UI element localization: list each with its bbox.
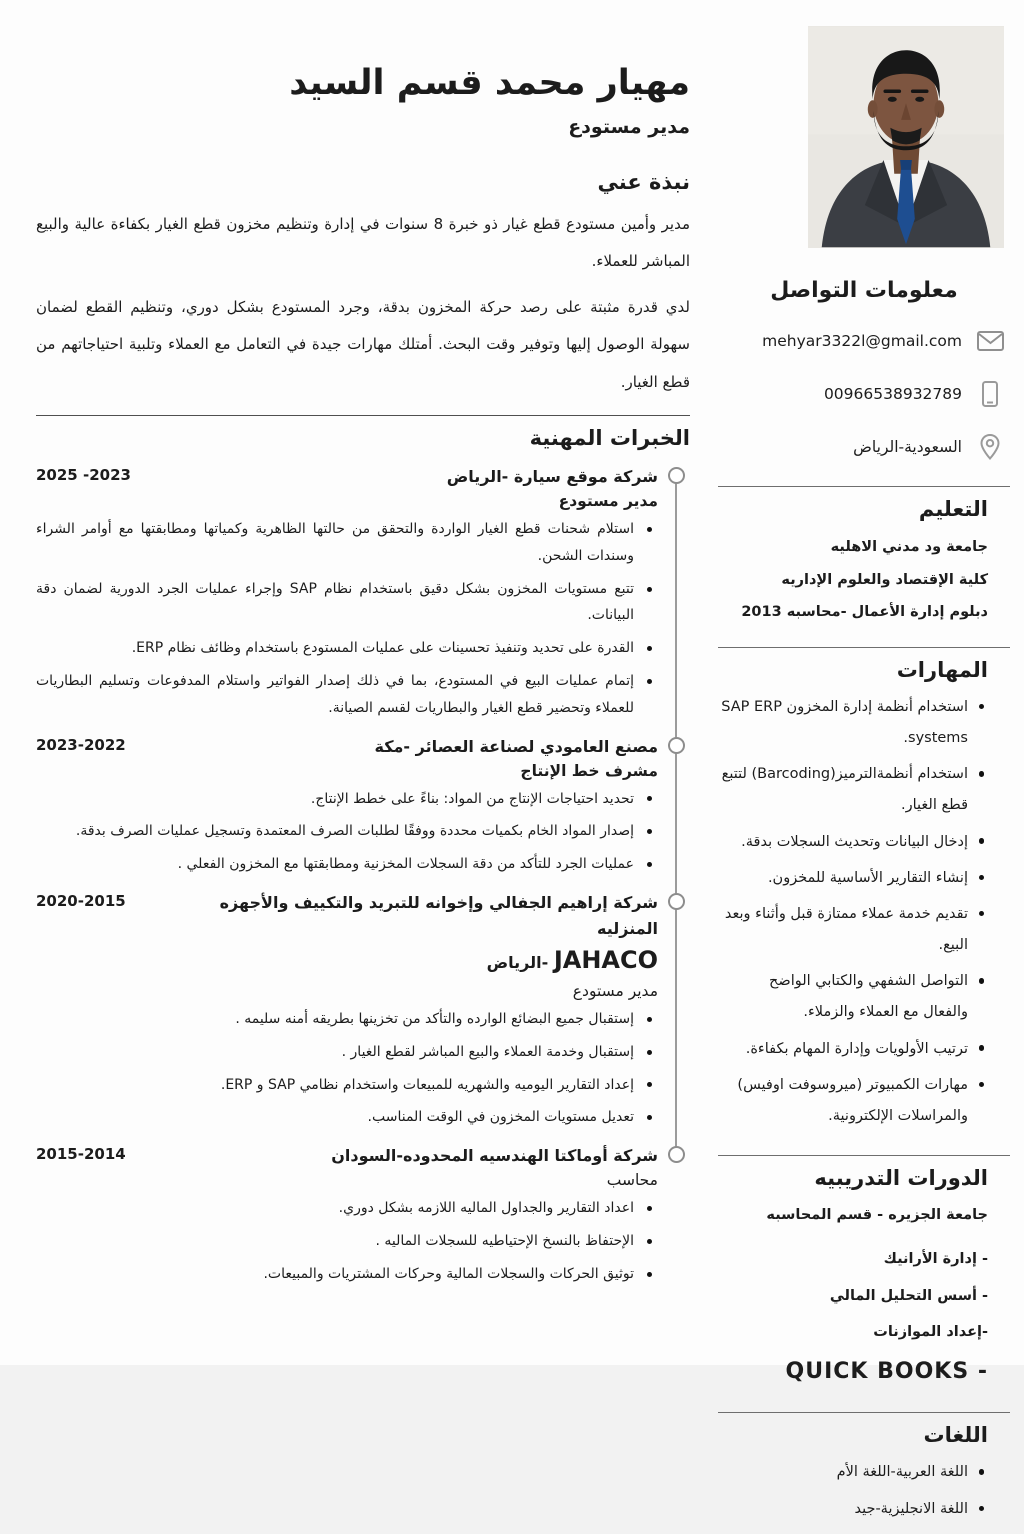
language-item: اللغة العربية-اللغة الأم (720, 1457, 988, 1488)
job-duty-item: عمليات الجرد للتأكد من دقة السجلات المخزنية ومطابقتها مع المخزون الفعلي . (36, 851, 658, 878)
job-duty-item: إصدار المواد الخام بكميات محددة ووفقًا لطلبات الصرف المعتمدة وتسجيل عمليات الصرف بدقة. (36, 818, 658, 845)
job-header (36, 734, 658, 760)
skill-item: مهارات الكمبيوتر (ميروسوفت اوفيس) والمراسلات الإلكترونية. (720, 1070, 988, 1132)
job-header (36, 1143, 658, 1169)
education-faculty: كلية الإقتصاد والعلوم الإداريه (781, 571, 988, 588)
company-name-line: شركة موقع سيارة -الرياض (446, 467, 658, 487)
person-name: مهيار محمد قسم السيد (289, 63, 690, 103)
language-item: اللغة الانجليزية-جيد (720, 1494, 988, 1525)
job-duty-item: استلام شحنات قطع الغيار الواردة والتحقق من حالتها الظاهرية وكمياتها ومطابقتها مع أوامر الشراء وسندات الشحن. (36, 516, 658, 570)
company-name-line: شركة إراهيم الجفالي وإخوانه للتبريد والتكييف والأجهزه المنزليه (219, 893, 658, 938)
courses-institute: جامعة الجزيره - قسم المحاسبه (766, 1207, 988, 1224)
skill-item: إنشاء التقارير الأساسية للمخزون. (720, 863, 988, 894)
job-dates: 2015-2014 (36, 1145, 126, 1164)
contact-phone-row (718, 380, 1010, 408)
skill-item: استخدام أنظمةالترميز(Barcoding) لتتبع قطع الغيار. (720, 759, 988, 821)
contact-location-row (718, 433, 1010, 461)
experience-entry (36, 890, 658, 1131)
course-item: - إدارة الأرانيك (883, 1250, 988, 1267)
job-duties-list (36, 1195, 658, 1288)
portrait-illustration (808, 26, 1004, 248)
job-role: مدير مستودع (572, 981, 658, 1000)
experience-entry (36, 1143, 658, 1287)
experience-timeline (36, 464, 690, 1287)
job-duty-item: توثيق الحركات والسجلات المالية وحركات المشتريات والمبيعات. (36, 1261, 658, 1288)
envelope-icon (976, 327, 1004, 355)
languages-heading: اللغات (923, 1423, 988, 1448)
experience-entry (36, 464, 658, 722)
job-duty-item: تتبع مستويات المخزون بشكل دقيق باستخدام نظام SAP وإجراء عمليات الجرد الدورية لضمان دقة البيانات. (36, 576, 658, 630)
languages-section (718, 1412, 1010, 1533)
job-dates: 2025 -2023 (36, 466, 131, 485)
company-name (154, 734, 658, 760)
job-header (36, 890, 658, 980)
job-duty-item: الإحتفاظ بالنسخ الإحتياطيه للسجلات الماليه . (36, 1228, 658, 1255)
job-dates: 2023-2022 (36, 735, 126, 754)
contact-heading: معلومات التواصل (770, 278, 958, 303)
job-dates: 2020-2015 (36, 892, 126, 911)
about-heading: نبذة عني (597, 169, 690, 194)
company-name (154, 1143, 658, 1169)
company-name (154, 890, 658, 980)
education-degree: دبلوم إدارة الأعمال -محاسبه 2013 (741, 604, 988, 621)
courses-section (718, 1155, 1010, 1398)
education-university: جامعة ود مدني الاهليه (830, 539, 988, 555)
about-paragraph: لدي قدرة مثبتة على رصد حركة المخزون بدقة، وجرد المستودع بشكل دوري، وتنظيم القطع لضمان سهولة الوصول إليها وتوفير وقت البحث. أمتلك مهارات جيدة في التعامل مع العملاء وتلبية احتياجاتهم من قطع الغيار. (36, 297, 690, 391)
job-duties-list (36, 1006, 658, 1132)
company-city-suffix: -الرياض (486, 953, 554, 973)
company-name-latin-line (154, 941, 658, 979)
courses-heading: الدورات التدريبيه (814, 1166, 988, 1191)
skill-item: استخدام أنظمة إدارة المخزون SAP ERP systems. (720, 692, 988, 754)
job-duty-item: إستقبال جميع البضائع الوارده والتأكد من تخزينها بطريقه أمنه سليمه . (36, 1006, 658, 1033)
skills-list (720, 692, 988, 1132)
course-item: - أسس التحليل المالي (829, 1287, 988, 1304)
sidebar (718, 0, 1024, 1517)
skill-item: التواصل الشفهي والكتابي الواضح والفعال مع العملاء والزملاء. (720, 966, 988, 1028)
skills-section (718, 647, 1010, 1141)
job-duty-item: تحديد احتياجات الإنتاج من المواد: بناءً على خطط الإنتاج. (36, 786, 658, 813)
email-value: mehyar3322l@gmail.com (762, 332, 962, 350)
job-duty-item: تعديل مستويات المخزون في الوقت المناسب. (36, 1104, 658, 1131)
location-value: السعودية-الرياض (853, 438, 962, 456)
skills-heading: المهارات (896, 657, 988, 682)
experience-entry (36, 734, 658, 878)
person-job-title: مدير مستودع (568, 115, 690, 138)
experience-heading: الخبرات المهنية (529, 426, 690, 451)
company-name-line: شركة أوماكتا الهندسيه المحدوده-السودان (331, 1146, 658, 1166)
smartphone-icon (976, 380, 1004, 408)
skill-item: تقديم خدمة عملاء ممتازة قبل وأثناء وبعد البيع. (720, 899, 988, 961)
job-role: مدير مستودع (558, 491, 658, 510)
education-section (718, 486, 1010, 633)
courses-list (720, 1241, 988, 1352)
section-divider (36, 415, 690, 416)
course-quickbooks: - QUICK BOOKS (785, 1359, 988, 1385)
job-duty-item: اعداد التقارير والجداول الماليه اللازمه بشكل دوري. (36, 1195, 658, 1222)
job-duty-item: إستقبال وخدمة العملاء والبيع المباشر لقطع الغيار . (36, 1039, 658, 1066)
phone-value: 00966538932789 (823, 385, 962, 403)
job-duty-item: القدرة على تحديد وتنفيذ تحسينات على عمليات المستودع باستخدام وظائف نظام ERP. (36, 635, 658, 662)
skill-item: ترتيب الأولويات وإدارة المهام بكفاءة. (720, 1034, 988, 1065)
contact-email-row (718, 327, 1010, 355)
location-pin-icon (976, 433, 1004, 461)
company-latin-name: JAHACO (553, 946, 658, 975)
job-role: محاسب (606, 1170, 658, 1189)
languages-list (720, 1457, 988, 1524)
job-header (36, 464, 658, 490)
job-duties-list (36, 516, 658, 722)
skill-item: إدخال البيانات وتحديث السجلات بدقة. (720, 827, 988, 858)
job-duty-item: إتمام عمليات البيع في المستودع، بما في ذلك إصدار الفواتير واستلام المدفوعات وتسليم البطاريات للعملاء وتحضير قطع الغيار والبطاريات لقسم الصيانة. (36, 668, 658, 722)
job-role: مشرف خط الإنتاج (520, 761, 658, 780)
education-heading: التعليم (918, 497, 988, 521)
job-duty-item: إعداد التقارير اليوميه والشهريه للمبيعات واستخدام نظامي SAP و ERP. (36, 1072, 658, 1099)
course-item: -إعداد الموازنات (873, 1324, 988, 1341)
about-paragraph: مدير وأمين مستودع قطع غيار ذو خبرة 8 سنوات في إدارة وتنظيم مخزون قطع الغيار بكفاءة عالية والبيع المباشر للعملاء. (36, 214, 691, 271)
company-name (154, 464, 658, 490)
company-name-line: مصنع العامودي لصناعة العصائر -مكة (374, 736, 658, 756)
job-duties-list (36, 786, 658, 879)
profile-photo (808, 26, 1004, 248)
